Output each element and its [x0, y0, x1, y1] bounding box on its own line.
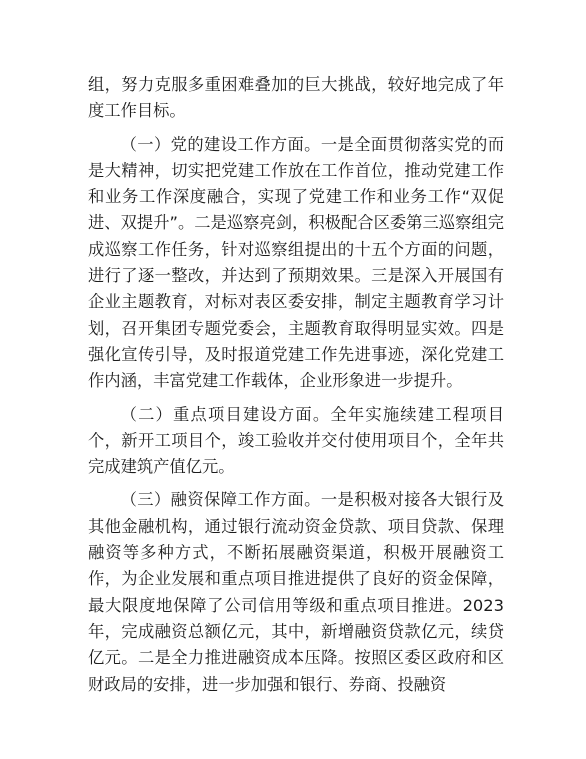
paragraph-key-projects: （二）重点项目建设方面。全年实施续建工程项目个，新开工项目个，竣工验收并交付使用项目个，全年共完成建筑产值亿元。 [88, 404, 504, 477]
document-body [88, 72, 504, 698]
paragraph-financing: （三）融资保障工作方面。一是积极对接各大银行及其他金融机构，通过银行流动资金贷款、项目贷款、保理融资等多种方式，不断拓展融资渠道，积极开展融资工作，为企业发展和重点项目推进提供了良好的资金保障，最大限度地保障了公司信用等级和重点项目推进。2023 年，完成融资总额亿元，其中，新增融资贷款亿元，续贷亿元。二是全力推进融资成本压降。按照区委区政府和区财政局的安排，进一步加强和银行、券商、投融资 [88, 490, 504, 694]
paragraph-continuation: 组，努力克服多重困难叠加的巨大挑战，较好地完成了年度工作目标。 [88, 75, 504, 121]
paragraph-party-building: （一）党的建设工作方面。一是全面贯彻落实党的而是大精神，切实把党建工作放在工作首位，推动党建工作和业务工作深度融合，实现了党建工作和业务工作“双促进、双提升”。二是巡察亮剑，积极配合区委第三巡察组完成巡察工作任务，针对巡察组提出的十五个方面的问题，进行了逐一整改，并达到了预期效果。三是深入开展国有企业主题教育，对标对表区委安排，制定主题教育学习计划，召开集团专题党委会，主题教育取得明显实效。四是强化宣传引导，及时报道党建工作先进事迹，深化党建工作内涵，丰富党建工作载体，企业形象进一步提升。 [88, 134, 504, 391]
